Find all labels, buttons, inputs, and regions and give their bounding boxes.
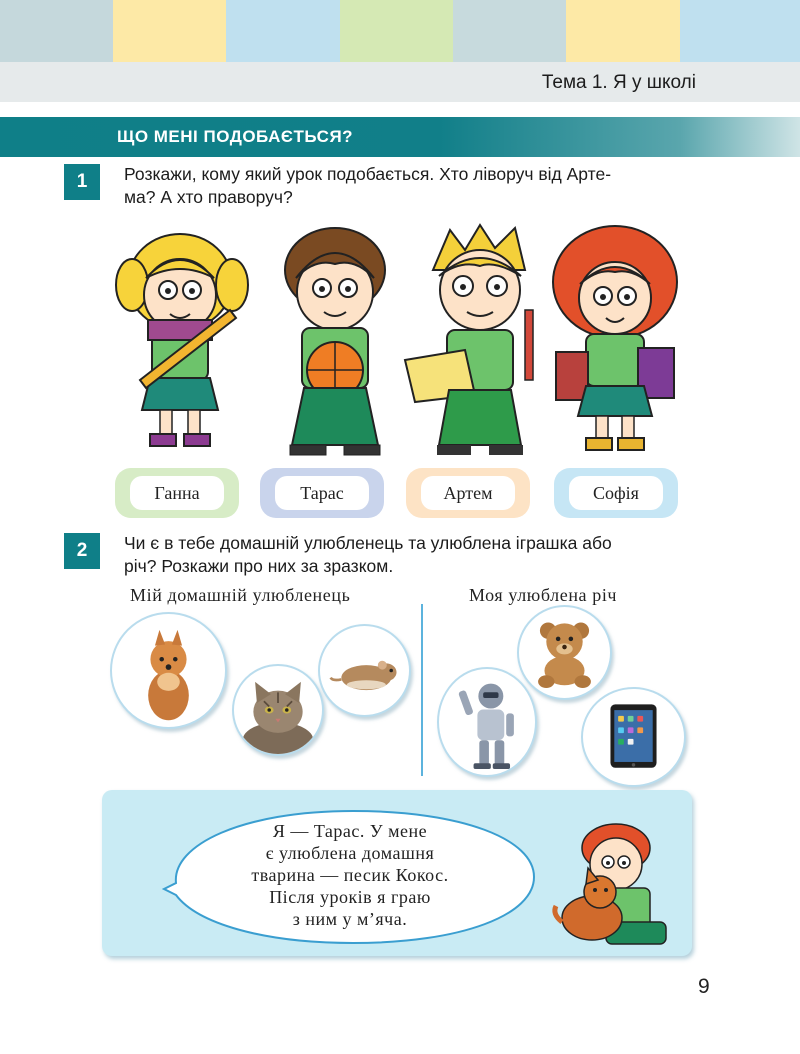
task-2-number: 2: [64, 533, 100, 569]
boy-hugging-dog-icon: [548, 822, 688, 950]
task-1-number: 1: [64, 164, 100, 200]
pets-label: Мій домашній улюбленець: [130, 585, 351, 605]
boy-with-ball-icon: [285, 228, 385, 455]
girl-with-books-icon: [553, 226, 677, 450]
example-text: Я — Тарас. У мене є улюблена домашня тварина — песик Кокос. Після уроків я граю з ним у м’яча.: [251, 821, 449, 929]
name-tag-ganna: Ганна: [115, 468, 239, 518]
teddy-bear-photo-icon: [517, 605, 612, 700]
topic-title: Тема 1. Я у школі: [541, 72, 696, 93]
name-tag-taras: Тарас: [260, 468, 384, 518]
boy-with-papers-icon: [405, 225, 533, 455]
header-color-strip: [0, 0, 800, 62]
hamster-photo-icon: [318, 624, 411, 717]
name-tag-artem: Артем: [406, 468, 530, 518]
children-illustration: [110, 220, 690, 460]
tablet-photo-icon: [581, 687, 686, 787]
girl-with-ruler-icon: [116, 234, 248, 446]
task-1-text: Розкажи, кому який урок подобається. Хто ліворуч від Арте- ма? А хто праворуч?: [124, 164, 612, 207]
robot-photo-icon: [437, 667, 537, 777]
section-title: ЩО МЕНІ ПОДОБАЄТЬСЯ?: [117, 127, 354, 146]
dog-photo-icon: [110, 612, 227, 729]
column-divider: [421, 604, 423, 776]
name-tag-sofia: Софія: [554, 468, 678, 518]
page-number: 9: [698, 975, 710, 998]
cat-photo-icon: [232, 664, 324, 756]
task-2-text: Чи є в тебе домашній улюбленець та улюблена іграшка або річ? Розкажи про них за зразком.: [124, 533, 612, 576]
things-label: Моя улюблена річ: [469, 585, 618, 605]
